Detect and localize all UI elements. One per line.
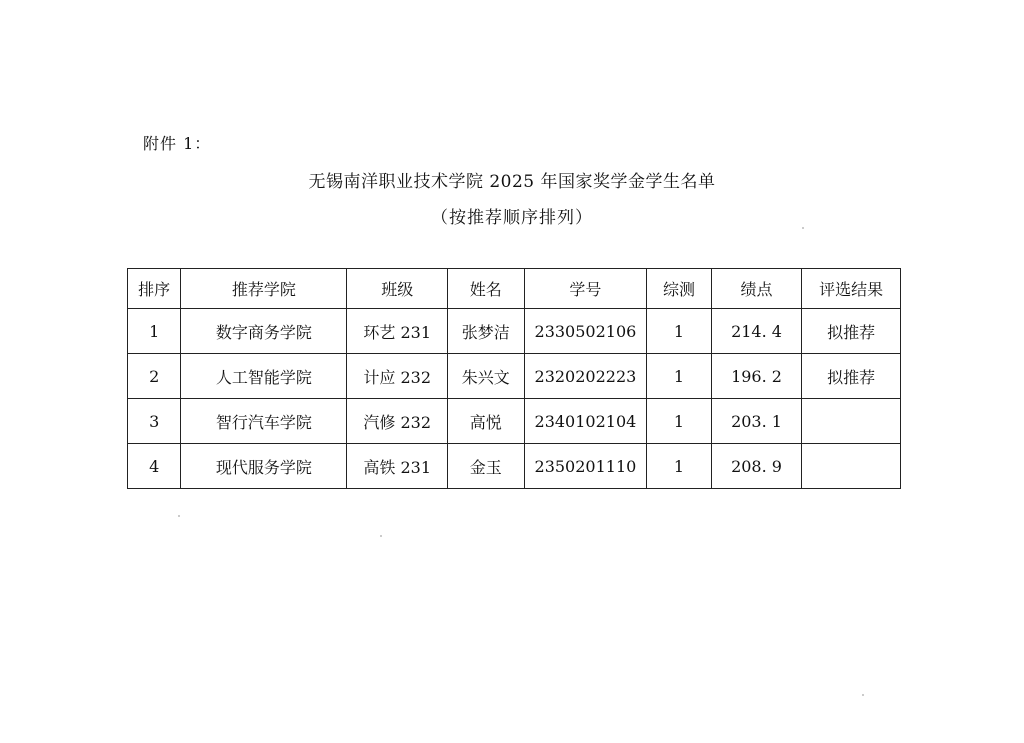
cell-student-id: 2320202223	[524, 354, 647, 399]
cell-name: 朱兴文	[448, 354, 524, 399]
cell-gpa: 208. 9	[711, 444, 802, 489]
cell-name: 高悦	[448, 399, 524, 444]
header-class: 班级	[347, 269, 448, 309]
cell-evaluation: 1	[647, 309, 711, 354]
cell-result: 拟推荐	[802, 309, 901, 354]
cell-class: 环艺 231	[347, 309, 448, 354]
cell-result	[802, 444, 901, 489]
scan-speck	[802, 227, 804, 229]
scan-speck	[380, 535, 382, 537]
header-student-id: 学号	[524, 269, 647, 309]
table-header-row	[128, 269, 901, 309]
cell-rank: 3	[128, 399, 181, 444]
table-row	[128, 354, 901, 399]
cell-student-id: 2330502106	[524, 309, 647, 354]
scan-speck	[178, 515, 180, 517]
cell-class: 汽修 232	[347, 399, 448, 444]
attachment-label: 附件 1：	[143, 134, 212, 153]
cell-result: 拟推荐	[802, 354, 901, 399]
cell-college: 人工智能学院	[181, 354, 347, 399]
table-row	[128, 444, 901, 489]
cell-college: 智行汽车学院	[181, 399, 347, 444]
cell-college: 现代服务学院	[181, 444, 347, 489]
cell-name: 张梦洁	[448, 309, 524, 354]
header-college: 推荐学院	[181, 269, 347, 309]
scholarship-table	[127, 268, 901, 489]
cell-class: 计应 232	[347, 354, 448, 399]
cell-gpa: 203. 1	[711, 399, 802, 444]
header-gpa: 绩点	[711, 269, 802, 309]
cell-student-id: 2350201110	[524, 444, 647, 489]
cell-rank: 4	[128, 444, 181, 489]
header-evaluation: 综测	[647, 269, 711, 309]
scan-speck	[862, 694, 864, 696]
cell-result	[802, 399, 901, 444]
header-rank: 排序	[128, 269, 181, 309]
cell-class: 高铁 231	[347, 444, 448, 489]
cell-evaluation: 1	[647, 354, 711, 399]
table-row	[128, 309, 901, 354]
cell-gpa: 214. 4	[711, 309, 802, 354]
header-name: 姓名	[448, 269, 524, 309]
cell-college: 数字商务学院	[181, 309, 347, 354]
cell-rank: 2	[128, 354, 181, 399]
header-result: 评选结果	[802, 269, 901, 309]
cell-student-id: 2340102104	[524, 399, 647, 444]
cell-evaluation: 1	[647, 444, 711, 489]
document-subtitle: （按推荐顺序排列）	[431, 208, 593, 228]
cell-rank: 1	[128, 309, 181, 354]
cell-evaluation: 1	[647, 399, 711, 444]
table-row	[128, 399, 901, 444]
document-title: 无锡南洋职业技术学院 2025 年国家奖学金学生名单	[308, 172, 716, 192]
cell-name: 金玉	[448, 444, 524, 489]
cell-gpa: 196. 2	[711, 354, 802, 399]
